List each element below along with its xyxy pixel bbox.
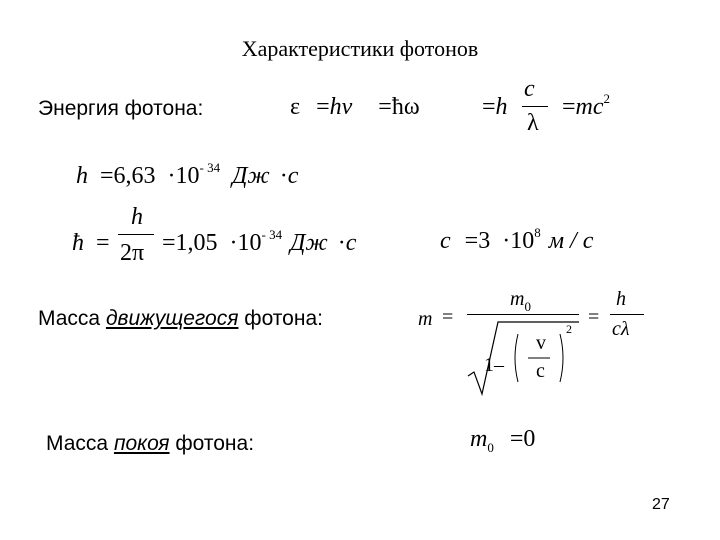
energy-h-over-lambda: =h bbox=[482, 94, 508, 120]
mass-m: m bbox=[418, 308, 433, 330]
fraction-bar bbox=[522, 106, 548, 107]
moving-mass-label: Масса движущегося фотона: bbox=[38, 307, 323, 330]
h-numerator: h bbox=[616, 288, 626, 310]
hbar-symbol: ħ bbox=[72, 230, 84, 256]
c-lambda-denominator: cλ bbox=[612, 318, 630, 340]
v-symbol: v bbox=[536, 332, 546, 354]
c-symbol: c bbox=[536, 360, 545, 382]
rest-mass-formula: $m_0 =0$ bbox=[470, 426, 536, 455]
rest-mass-label: Масса покоя фотона: bbox=[46, 432, 255, 455]
h-nu: hν bbox=[329, 94, 353, 120]
h-fraction-bar bbox=[610, 314, 644, 315]
page-title: Характеристики фотонов bbox=[241, 36, 479, 61]
mass-fraction-bar bbox=[467, 314, 579, 315]
energy-label: Энергия фотона: bbox=[38, 97, 204, 120]
fraction-lambda: λ bbox=[527, 110, 539, 136]
rest-mass-numerator: $m_0$ bbox=[510, 288, 531, 314]
hbar-omega: ħω bbox=[391, 94, 420, 120]
light-speed: $c =3 \cdot 10^8$ м / с bbox=[440, 225, 594, 254]
energy-formula: ε =hν =ħω bbox=[290, 94, 420, 120]
page-number: 27 bbox=[652, 496, 670, 513]
hbar-fraction-num: h bbox=[131, 204, 143, 230]
fraction-c: c bbox=[524, 76, 535, 102]
square-exponent: 2 bbox=[566, 322, 572, 336]
epsilon-symbol: ε bbox=[290, 94, 301, 120]
hbar-fraction-den: 2π bbox=[120, 240, 145, 266]
energy-mc2: $=mc^2$ bbox=[562, 91, 611, 120]
hbar-fraction-bar bbox=[118, 234, 154, 235]
one-minus: 1– bbox=[484, 354, 504, 376]
planck-constant: $h =6,63 \cdot 10^{- 34}$ Дж ·с bbox=[76, 160, 299, 189]
hbar-value: $=1,05 \cdot 10^{- 34}$ Дж ·с bbox=[162, 227, 357, 256]
